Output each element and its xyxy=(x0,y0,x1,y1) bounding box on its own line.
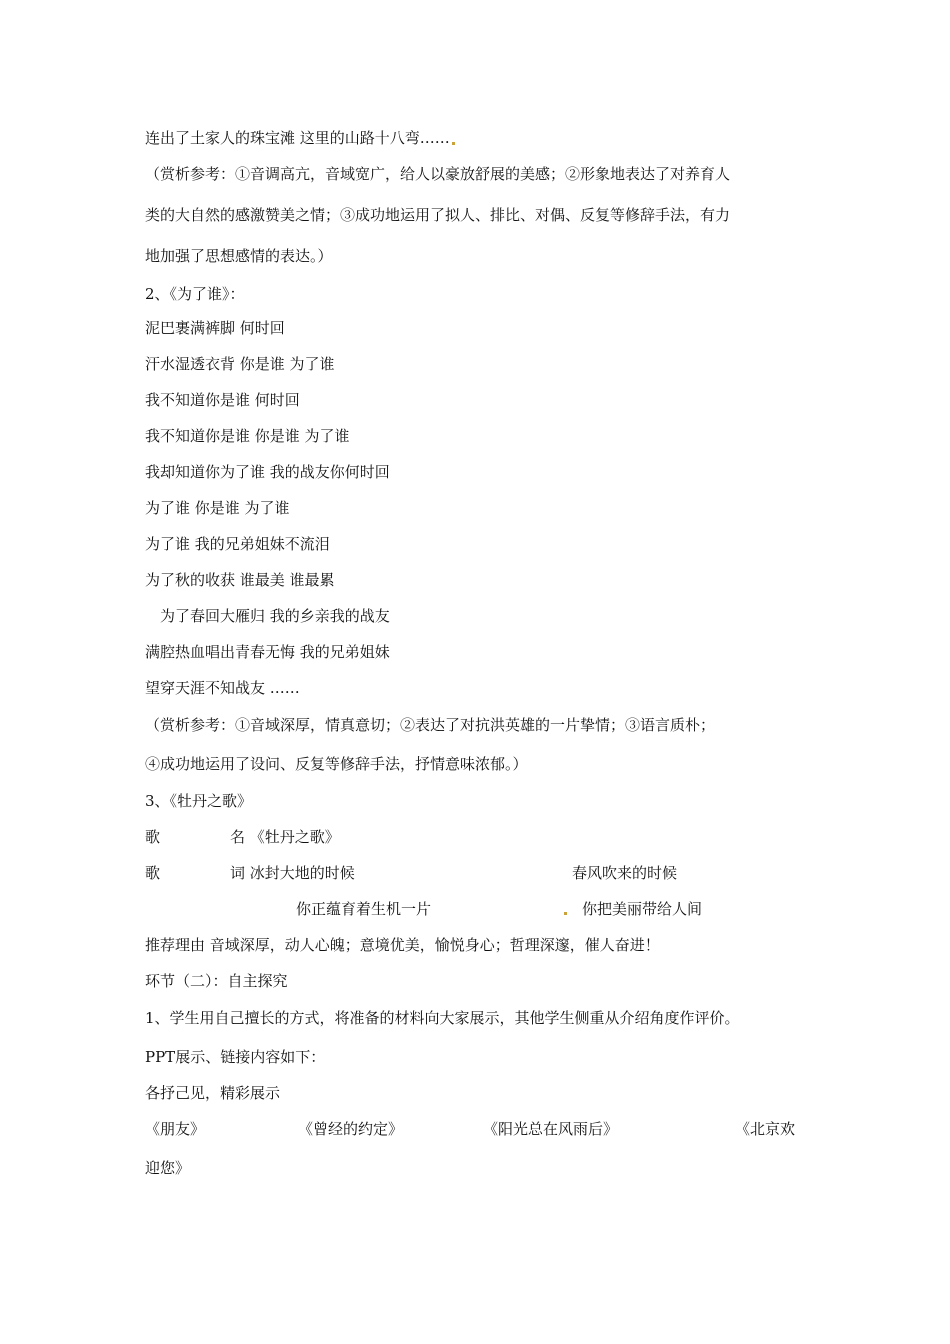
lyric-line: 我不知道你是谁 何时回 xyxy=(145,391,300,409)
lyric-line: 泥巴裹满裤脚 何时回 xyxy=(145,319,285,337)
text-line: 地加强了思想感情的表达。） xyxy=(145,247,333,265)
lyric-line: 我却知道你为了谁 我的战友你何时回 xyxy=(145,463,390,481)
song-item: 《朋友》 xyxy=(145,1120,206,1138)
lyric-line: 我不知道你是谁 你是谁 为了谁 xyxy=(145,427,350,445)
lyric-line: 望穿天涯不知战友 …… xyxy=(145,679,300,697)
section-heading: 环节（二）：自主探究 xyxy=(145,972,288,990)
section-heading: 3、《牡丹之歌》 xyxy=(145,792,253,810)
song-item: 《阳光总在风雨后》 xyxy=(483,1120,619,1138)
text-line: ④成功地运用了设问、反复等修辞手法，抒情意味浓郁。） xyxy=(145,755,528,773)
lyric-line: 词 冰封大地的时候 xyxy=(230,864,355,882)
text-line: 连出了土家人的珠宝滩 这里的山路十八弯…… xyxy=(145,129,450,147)
lyric-label: 歌 xyxy=(145,864,161,882)
song-item: 《曾经的约定》 xyxy=(298,1120,404,1138)
section-heading: 2、《为了谁》： xyxy=(145,285,245,303)
lyric-line: 你把美丽带给人间 xyxy=(582,900,703,918)
text-line: PPT展示、链接内容如下： xyxy=(145,1048,326,1066)
lyric-line: 春风吹来的时候 xyxy=(572,864,678,882)
song-item: 《北京欢 xyxy=(735,1120,796,1138)
artifact-dot xyxy=(564,912,567,915)
lyric-line: 为了谁 我的兄弟姐妹不流泪 xyxy=(145,535,330,553)
text-line: （赏析参考：①音调高亢，音域宽广，给人以豪放舒展的美感；②形象地表达了对养育人 xyxy=(145,165,731,183)
text-line: 推荐理由 音域深厚，动人心魄；意境优美，愉悦身心；哲理深邃，催人奋进！ xyxy=(145,936,660,954)
song-title-label: 歌 xyxy=(145,828,161,846)
song-title: 名 《牡丹之歌》 xyxy=(230,828,340,846)
lyric-line: 汗水湿透衣背 你是谁 为了谁 xyxy=(145,355,335,373)
artifact-dot xyxy=(452,142,455,145)
lyric-line: 为了谁 你是谁 为了谁 xyxy=(145,499,290,517)
lyric-line: 满腔热血唱出青春无悔 我的兄弟姐妹 xyxy=(145,643,390,661)
lyric-line: 你正蕴育着生机一片 xyxy=(296,900,432,918)
lyric-line: 为了秋的收获 谁最美 谁最累 xyxy=(145,571,335,589)
text-line: 各抒己见，精彩展示 xyxy=(145,1084,281,1102)
text-line: （赏析参考：①音域深厚，情真意切；②表达了对抗洪英雄的一片挚情；③语言质朴； xyxy=(145,716,716,734)
lyric-line: 为了春回大雁归 我的乡亲我的战友 xyxy=(160,607,390,625)
song-item-continued: 迎您》 xyxy=(145,1159,191,1177)
text-line: 类的大自然的感激赞美之情；③成功地运用了拟人、排比、对偶、反复等修辞手法，有力 xyxy=(145,206,731,224)
text-line: 1、学生用自己擅长的方式，将准备的材料向大家展示，其他学生侧重从介绍角度作评价。 xyxy=(145,1009,740,1027)
